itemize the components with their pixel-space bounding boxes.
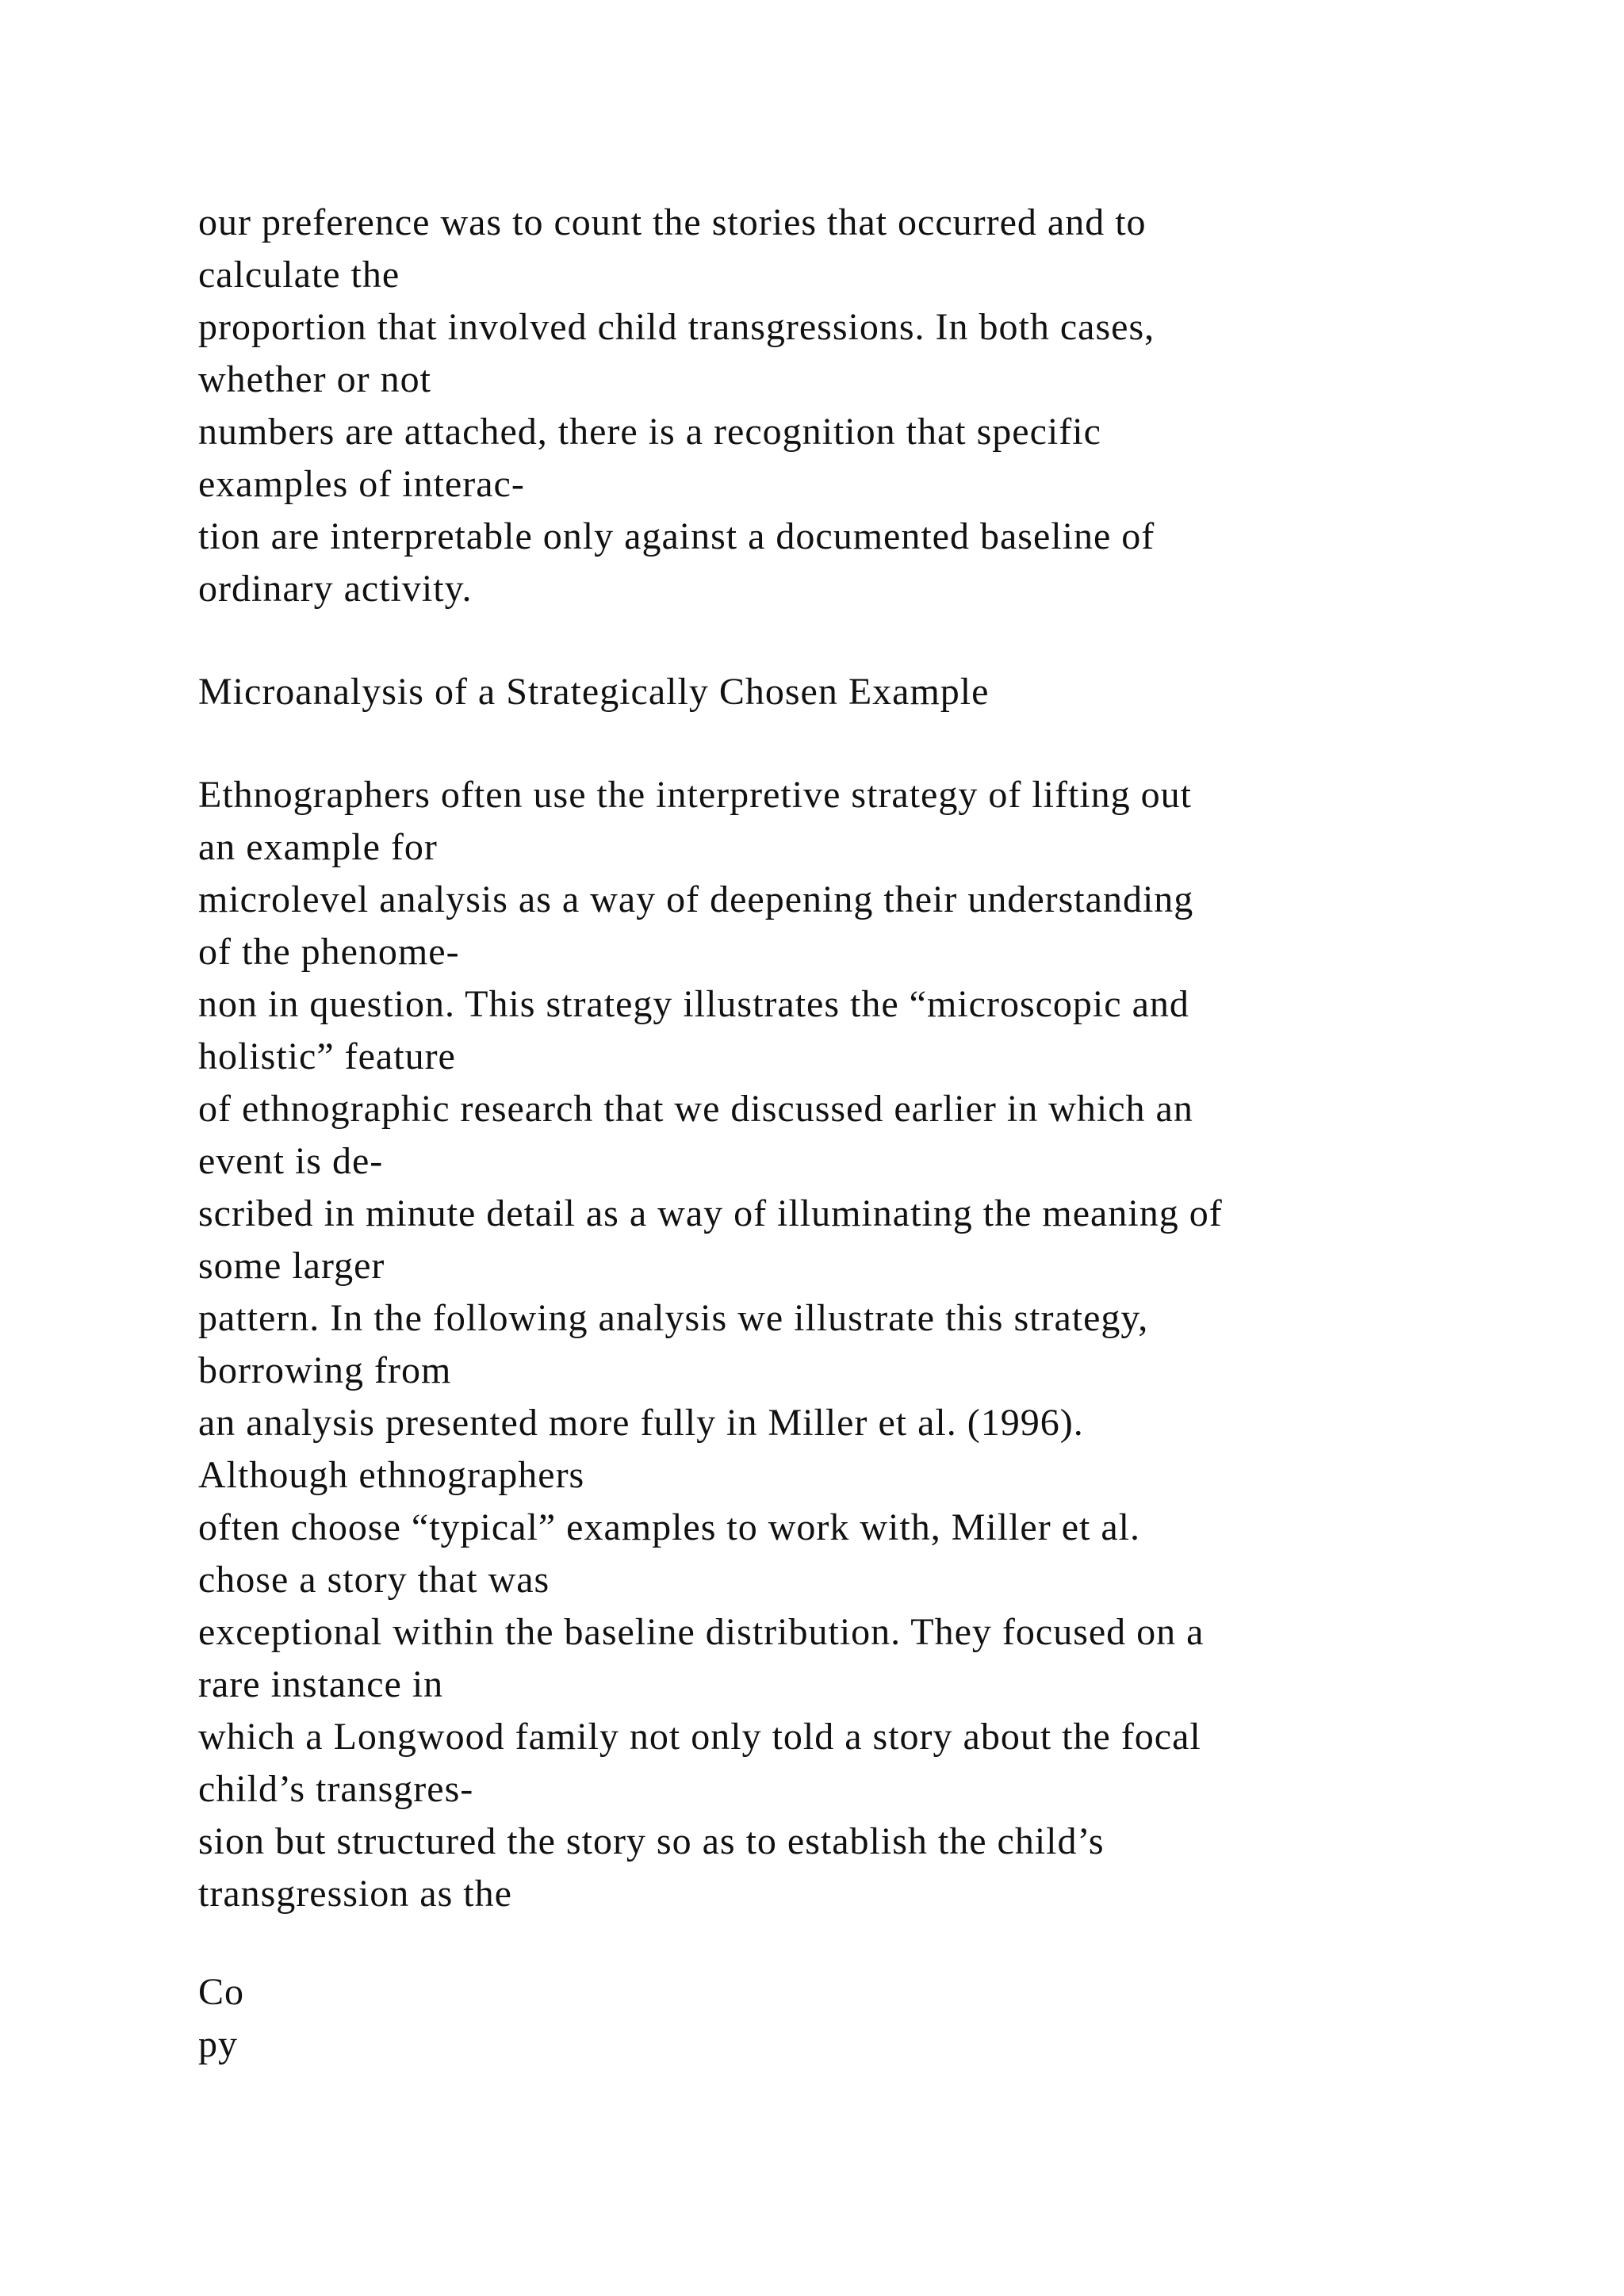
text-line: of ethnographic research that we discussed earlier in which an xyxy=(198,1088,1193,1130)
text-line: event is de- xyxy=(198,1140,384,1182)
fragment-line: Co xyxy=(198,1971,245,2013)
text-line: which a Longwood family not only told a story about the focal xyxy=(198,1716,1201,1758)
text-line: transgression as the xyxy=(198,1873,512,1915)
text-line: ordinary activity. xyxy=(198,568,473,610)
text-line: our preference was to count the stories that occurred and to xyxy=(198,201,1147,243)
text-line: numbers are attached, there is a recognition that specific xyxy=(198,411,1101,453)
text-line: of the phenome- xyxy=(198,931,460,973)
text-line: holistic” feature xyxy=(198,1035,456,1077)
text-line: child’s transgres- xyxy=(198,1768,474,1810)
text-line: microlevel analysis as a way of deepening their understanding xyxy=(198,878,1194,920)
text-line: proportion that involved child transgressions. In both cases, xyxy=(198,306,1155,348)
text-line: chose a story that was xyxy=(198,1559,550,1601)
text-line: Although ethnographers xyxy=(198,1454,585,1496)
text-line: tion are interpretable only against a documented baseline of xyxy=(198,515,1155,557)
paragraph-2 xyxy=(198,769,1594,1920)
text-fragment xyxy=(198,1966,1594,2071)
section-heading: Microanalysis of a Strategically Chosen Example xyxy=(198,671,990,713)
text-line: sion but structured the story so as to establish the child’s xyxy=(198,1820,1105,1862)
text-line: examples of interac- xyxy=(198,463,525,505)
text-line: often choose “typical” examples to work with, Miller et al. xyxy=(198,1506,1140,1548)
text-line: rare instance in xyxy=(198,1663,444,1705)
text-line: an example for xyxy=(198,826,438,868)
text-line: pattern. In the following analysis we illustrate this strategy, xyxy=(198,1297,1149,1339)
text-line: non in question. This strategy illustrates the “microscopic and xyxy=(198,983,1189,1025)
text-line: exceptional within the baseline distribution. They focused on a xyxy=(198,1611,1205,1653)
text-line: calculate the xyxy=(198,254,400,296)
text-line: borrowing from xyxy=(198,1349,452,1391)
text-line: Ethnographers often use the interpretive strategy of lifting out xyxy=(198,774,1192,816)
text-line: whether or not xyxy=(198,358,431,400)
text-line: an analysis presented more fully in Miller et al. (1996). xyxy=(198,1402,1084,1444)
paragraph-1 xyxy=(198,197,1594,615)
fragment-line: py xyxy=(198,2023,238,2065)
text-line: scribed in minute detail as a way of illuminating the meaning of xyxy=(198,1192,1223,1234)
text-line: some larger xyxy=(198,1245,385,1287)
